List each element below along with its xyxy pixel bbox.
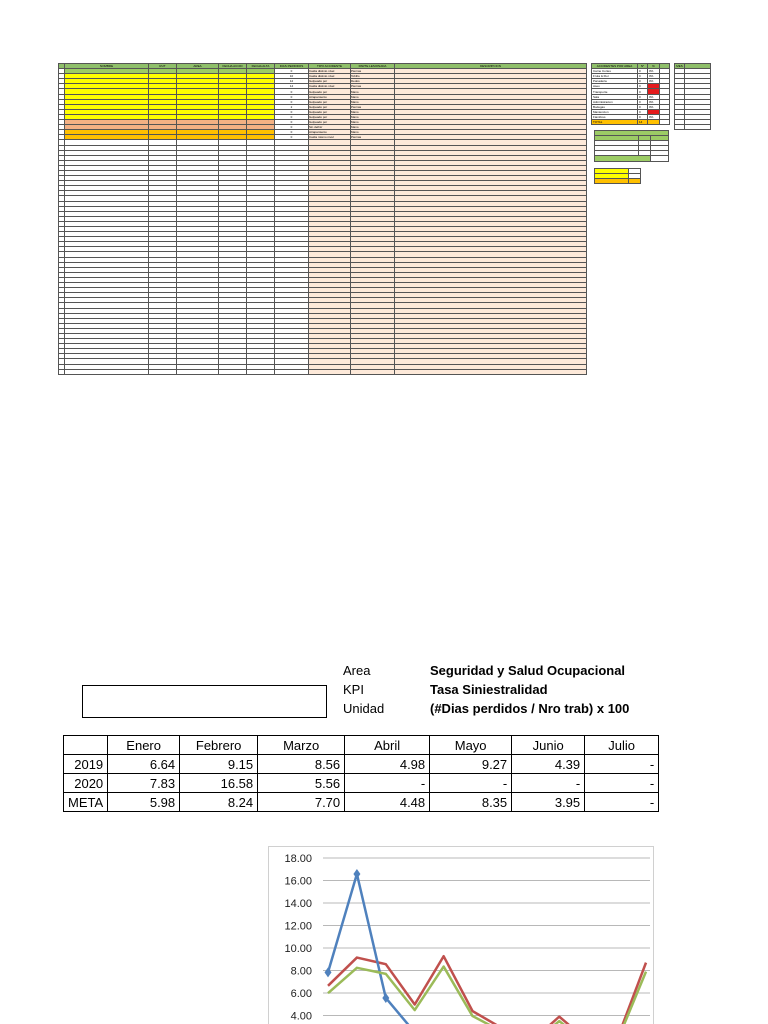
sheet-cell: 0	[275, 135, 309, 140]
area-summary-n: 14	[638, 120, 648, 125]
sheet-cell: 0	[275, 69, 309, 74]
sheet-cell: Caída distinto nivel	[309, 84, 351, 89]
sheet-cell	[219, 369, 247, 374]
series-line-2020	[328, 874, 415, 1024]
y-tick-label: 18.00	[284, 853, 312, 865]
sheet-cell: Mano	[351, 99, 395, 104]
y-tick-label: 6.00	[290, 988, 312, 1000]
area-summary-label: TOTAL	[592, 120, 638, 125]
sheet-cell: 0	[275, 94, 309, 99]
kpi-cell: -	[430, 774, 512, 793]
sheet-cell	[395, 369, 587, 374]
sheet-column-header: NOMBRE	[65, 64, 149, 69]
area-summary-pct	[648, 120, 660, 125]
y-tick-label: 8.00	[290, 965, 312, 978]
sheet-cell: Caída distinto nivel	[309, 74, 351, 79]
area-summary-label: Fruta & Flor	[592, 74, 638, 79]
sheet-cell: 0	[275, 130, 309, 135]
kpi-column-header: Marzo	[258, 736, 345, 755]
kpi-row-label: 2020	[64, 774, 108, 793]
accidents-by-area-table	[591, 63, 670, 125]
series-line-2019	[328, 956, 646, 1024]
area-summary-pct: 0%	[648, 104, 660, 109]
area-summary-label: Mantencion	[592, 109, 638, 114]
sheet-cell: Atrapamiento	[309, 130, 351, 135]
area-summary-label: Transporte	[592, 89, 638, 94]
sheet-cell	[351, 369, 395, 374]
kpi-cell: 4.48	[345, 793, 430, 812]
kpi-cell: 7.83	[108, 774, 180, 793]
area-summary-row	[592, 120, 670, 125]
kpi-column-header: Julio	[585, 736, 659, 755]
sheet-column-header: TIPO ACCIDENTE	[309, 64, 351, 69]
area-summary-n: 0	[638, 79, 648, 84]
area-summary-n: 0	[638, 99, 648, 104]
kpi-row	[64, 755, 659, 774]
kpi-table-header	[64, 736, 659, 755]
kpi-cell: -	[585, 774, 659, 793]
sheet-cell	[177, 369, 219, 374]
area-summary-pct: 0%	[648, 99, 660, 104]
kpi-logo-box	[82, 685, 327, 718]
accident-register-sheet	[58, 63, 586, 375]
kpi-cell: 9.15	[180, 755, 258, 774]
area-summary-pct: 0%	[648, 69, 660, 74]
area-label: Area	[343, 663, 371, 678]
kpi-column-header: Enero	[108, 736, 180, 755]
sheet-cell: Piernas	[351, 135, 395, 140]
area-summary-label: Administracion	[592, 99, 638, 104]
area-summary-label: Fiambres	[592, 114, 638, 119]
sheet-cell: 2	[275, 104, 309, 109]
kpi-column-header: Junio	[512, 736, 585, 755]
area-summary-n: 0	[638, 89, 648, 94]
sheet-cell: 10	[275, 74, 309, 79]
sheet-cell: Golpeado por	[309, 89, 351, 94]
sheet-cell: Tobillo	[351, 74, 395, 79]
sheet-row	[59, 369, 587, 374]
kpi-row	[64, 774, 659, 793]
sheet-cell: Piernas	[351, 104, 395, 109]
kpi-cell: 9.27	[430, 755, 512, 774]
sheet-cell: Mano	[351, 125, 395, 130]
kpi-monthly-table	[63, 735, 659, 812]
area-summary-pct: 0%	[648, 74, 660, 79]
sheet-cell: Golpeado por	[309, 104, 351, 109]
y-tick-label: 12.00	[284, 920, 312, 933]
sheet-column-header: AREA	[177, 64, 219, 69]
y-tick-label: 4.00	[290, 1010, 312, 1023]
area-summary-label: Bodegas	[592, 104, 638, 109]
area-summary-n: 0	[638, 104, 648, 109]
kpi-cell: 4.39	[512, 755, 585, 774]
kpi-cell: -	[345, 774, 430, 793]
sheet-cell	[309, 369, 351, 374]
sheet-cell	[65, 369, 149, 374]
secondary-summary-block	[594, 130, 669, 184]
kpi-cell: 4.98	[345, 755, 430, 774]
area-summary-header: %	[648, 64, 660, 69]
area-summary-n: 0	[638, 84, 648, 89]
area-summary-n: 0	[638, 94, 648, 99]
area-summary-n: 0	[638, 69, 648, 74]
chart-svg	[268, 846, 654, 1024]
sheet-cell: Mano	[351, 94, 395, 99]
sheet-cell: Mano	[351, 109, 395, 114]
sheet-cell: Mano	[351, 120, 395, 125]
area-summary-header: N°	[638, 64, 648, 69]
month-header: MES	[676, 64, 683, 69]
sheet-cell: Sin definir	[309, 125, 351, 130]
area-value: Seguridad y Salud Ocupacional	[430, 663, 626, 678]
sheet-cell: 12	[275, 79, 309, 84]
sheet-cell: Caída distinto nivel	[309, 69, 351, 74]
sheet-column-header: DESCRIPCION	[395, 64, 587, 69]
sheet-cell: Mano	[351, 130, 395, 135]
sheet-column-header: DIAS PERDIDOS	[275, 64, 309, 69]
sheet-cell: 0	[275, 109, 309, 114]
kpi-label: KPI	[343, 682, 364, 697]
siniestralidad-line-chart	[268, 846, 654, 1024]
area-summary-n: 0	[638, 109, 648, 114]
data-point-marker	[325, 967, 332, 977]
kpi-row-label: META	[64, 793, 108, 812]
kpi-column-header: Febrero	[180, 736, 258, 755]
y-tick-label: 16.00	[284, 875, 312, 888]
area-summary-n: 0	[638, 114, 648, 119]
sheet-column-header: FECHA ACCID	[219, 64, 247, 69]
accident-register-table	[58, 63, 587, 375]
sheet-cell: Atrapamiento	[309, 94, 351, 99]
kpi-cell: 5.98	[108, 793, 180, 812]
kpi-column-header: Mayo	[430, 736, 512, 755]
kpi-cell: -	[585, 755, 659, 774]
sheet-cell: 0	[275, 114, 309, 119]
sheet-cell: Golpeado por	[309, 114, 351, 119]
area-summary-label: Panaderia	[592, 79, 638, 84]
area-summary-label: Carne Cortes	[592, 69, 638, 74]
unit-value: (#Dias perdidos / Nro trab) x 100	[430, 701, 630, 716]
kpi-cell: 7.70	[258, 793, 345, 812]
sheet-cell	[149, 369, 177, 374]
month-summary-table	[674, 63, 711, 130]
kpi-cell: 5.56	[258, 774, 345, 793]
sheet-cell: Golpeado por	[309, 99, 351, 104]
kpi-cell: -	[585, 793, 659, 812]
kpi-value: Tasa Siniestralidad	[430, 682, 548, 697]
area-summary-n: 0	[638, 74, 648, 79]
sheet-cell: 0	[275, 125, 309, 130]
y-tick-label: 14.00	[284, 898, 312, 910]
kpi-cell: 8.56	[258, 755, 345, 774]
kpi-column-header	[64, 736, 108, 755]
kpi-cell: 16.58	[180, 774, 258, 793]
sheet-column-header: FECHA ALTA	[247, 64, 275, 69]
sheet-cell: Caída mismo nivel	[309, 135, 351, 140]
kpi-row-label: 2019	[64, 755, 108, 774]
area-summary-label: Sala	[592, 94, 638, 99]
sheet-cell: Mano	[351, 89, 395, 94]
area-summary-label: Aseo	[592, 84, 638, 89]
area-summary-pct: 0%	[648, 114, 660, 119]
sheet-cell: Mano	[351, 114, 395, 119]
month-summary-row	[675, 125, 711, 130]
area-summary-pct: 0%	[648, 79, 660, 84]
kpi-row	[64, 793, 659, 812]
sheet-cell: Piernas	[351, 69, 395, 74]
kpi-cell: 6.64	[108, 755, 180, 774]
sheet-cell: 0	[275, 89, 309, 94]
y-tick-label: 10.00	[284, 943, 312, 955]
sheet-cell: Golpeado por	[309, 79, 351, 84]
kpi-cell: 3.95	[512, 793, 585, 812]
unit-label: Unidad	[343, 701, 385, 716]
sheet-cell: Golpeado por	[309, 120, 351, 125]
sheet-cell: Golpeado por	[309, 109, 351, 114]
sheet-cell	[247, 369, 275, 374]
sheet-cell: 14	[275, 84, 309, 89]
kpi-cell: 8.35	[430, 793, 512, 812]
kpi-cell: -	[512, 774, 585, 793]
kpi-column-header: Abril	[345, 736, 430, 755]
sheet-cell	[275, 369, 309, 374]
sheet-column-header: RUT	[149, 64, 177, 69]
sheet-cell: 0	[275, 120, 309, 125]
sheet-cell: Dedos	[351, 79, 395, 84]
sheet-cell: Piernas	[351, 84, 395, 89]
sheet-column-header: PARTE LESIONADA	[351, 64, 395, 69]
area-summary-header: ACCIDENTES POR AREA	[592, 64, 638, 69]
area-summary-pct: 0%	[648, 94, 660, 99]
data-point-marker	[353, 869, 360, 879]
kpi-cell: 8.24	[180, 793, 258, 812]
sheet-cell: 0	[275, 99, 309, 104]
